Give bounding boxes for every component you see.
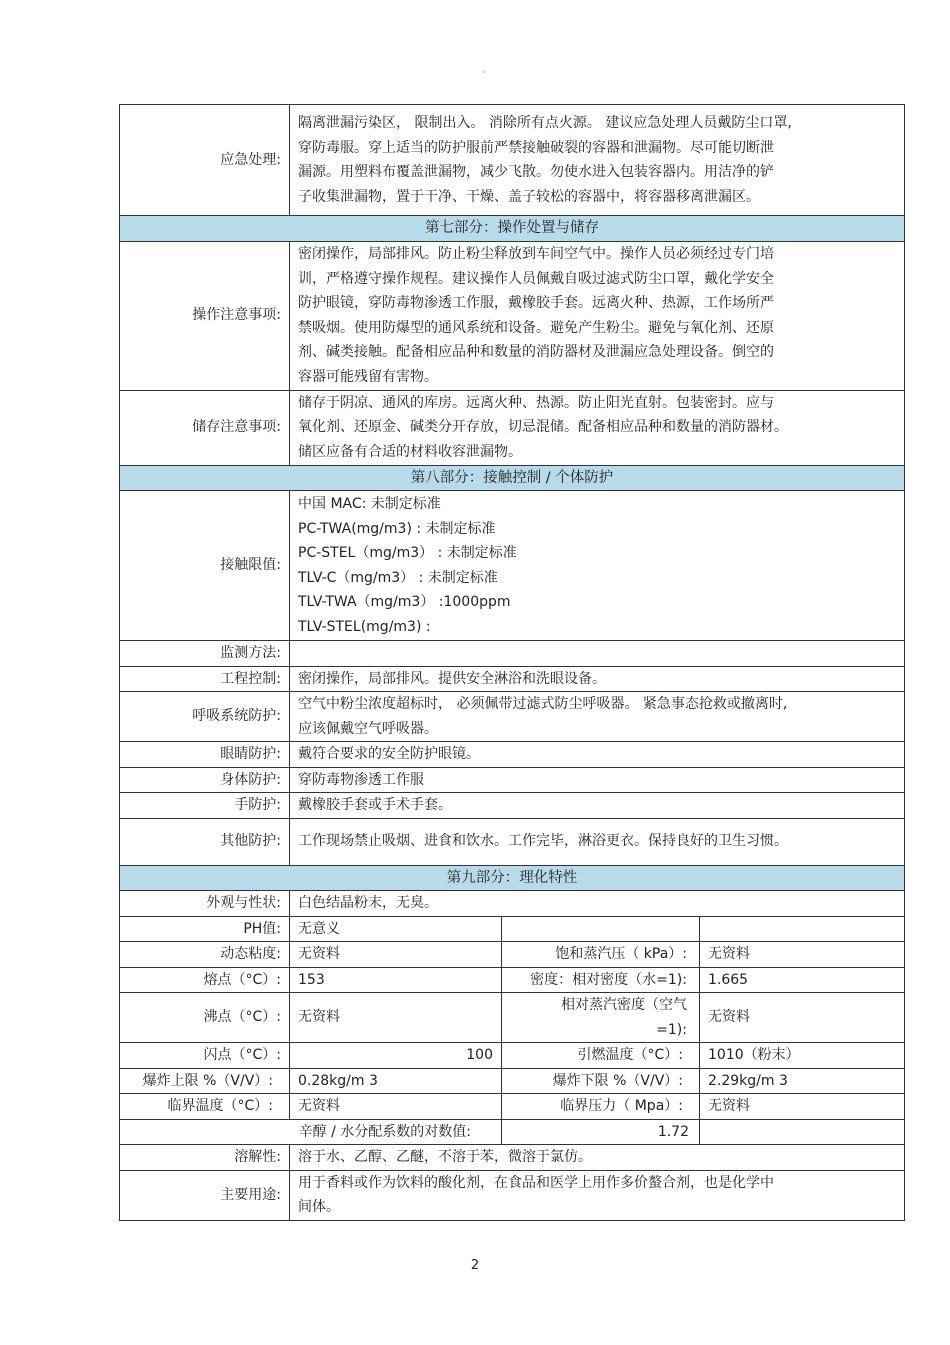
critical-temp-label: 临界温度（°C）: [120, 1094, 290, 1120]
page-header-mark: 。 [483, 65, 493, 75]
monitoring-value [290, 641, 905, 667]
critical-temp-value: 无资料 [290, 1094, 502, 1120]
limits-line: TLV-STEL(mg/m3) : [298, 618, 431, 635]
viscosity-label: 动态粘度: [120, 942, 290, 968]
appearance-value: 白色结晶粉末，无臭。 [290, 891, 905, 917]
solubility-row [120, 1145, 905, 1171]
storage-text [290, 390, 905, 465]
handling-row [120, 241, 905, 390]
empty-cell [700, 1119, 905, 1145]
critical-row [120, 1094, 905, 1120]
emergency-line: 子收集泄漏物，置于干净、干燥、盖子较松的容器中，将容器移离泄漏区。 [298, 188, 760, 205]
hand-label: 手防护: [120, 793, 290, 819]
melting-label: 熔点（°C）: [120, 967, 290, 993]
emergency-line: 漏源。用塑料布覆盖泄漏物，减少飞散。勿使水进入包装容器内。用洁净的铲 [298, 164, 774, 180]
storage-row [120, 390, 905, 465]
limits-line: TLV-TWA（mg/m3） :1000ppm [298, 594, 511, 610]
section9-title: 第九部分：理化特性 [120, 865, 905, 891]
empty-cell [700, 916, 905, 942]
appearance-row [120, 891, 905, 917]
eye-row [120, 742, 905, 768]
section8-title: 第八部分：接触控制 / 个体防护 [120, 465, 905, 491]
emergency-line: 穿防毒服。穿上适当的防护服前严禁接触破裂的容器和泄漏物。尽可能切断泄 [298, 139, 774, 156]
other-row [120, 818, 905, 865]
body-row [120, 767, 905, 793]
hand-value: 戴橡胶手套或手术手套。 [290, 793, 905, 819]
ph-value: 无意义 [290, 916, 502, 942]
partition-value: 1.72 [502, 1119, 700, 1145]
storage-line: 储区应备有合适的材料收容泄漏物。 [298, 443, 522, 460]
ph-row [120, 916, 905, 942]
emergency-row [120, 105, 905, 216]
section7-header-row [120, 216, 905, 242]
engineering-row [120, 666, 905, 692]
emergency-text [290, 105, 905, 216]
storage-line: 储存于阴凉、通风的库房。远离火种、热源。防止阳光直射。包装密封。应与 [298, 394, 774, 411]
handling-line: 训，严格遵守操作规程。建议操作人员佩戴自吸过滤式防尘口罩，戴化学安全 [298, 270, 774, 287]
flash-row [120, 1043, 905, 1069]
limits-label: 接触限值: [120, 491, 290, 641]
handling-line: 禁吸烟。使用防爆型的通风系统和设备。避免产生粉尘。避免与氧化剂、还原 [298, 319, 774, 336]
respiratory-label: 呼吸系统防护: [120, 692, 290, 742]
vapor-density-value: 无资料 [700, 993, 905, 1043]
limits-line: PC-STEL（mg/m3） : 未制定标准 [298, 545, 517, 561]
respiratory-line: 空气中粉尘浓度超标时， 必须佩带过滤式防尘呼吸器。 紧急事态抢救或撤离时, [298, 696, 788, 712]
upper-limit-row [120, 1068, 905, 1094]
vapor-density-label [502, 993, 700, 1043]
vapor-density-label-line: 相对蒸汽密度（空气 [561, 997, 687, 1013]
lower-limit-value: 2.29kg/m 3 [700, 1068, 905, 1094]
hand-row [120, 793, 905, 819]
body-value: 穿防毒物渗透工作服 [290, 767, 905, 793]
handling-line: 密闭操作，局部排风。防止粉尘释放到车间空气中。操作人员必须经过专门培 [298, 246, 774, 262]
uses-row [120, 1170, 905, 1220]
boiling-label: 沸点（°C）: [120, 993, 290, 1043]
appearance-label: 外观与性状: [120, 891, 290, 917]
flash-value: 100 [290, 1043, 502, 1069]
storage-line: 氧化剂、还原金、碱类分开存放，切忌混储。配备相应品种和数量的消防器材。 [298, 419, 788, 436]
uses-line: 间体。 [298, 1199, 340, 1215]
ignition-value: 1010（粉末） [700, 1043, 905, 1069]
partition-row [120, 1119, 905, 1145]
density-value: 1.665 [700, 967, 905, 993]
respiratory-line: 应该佩戴空气呼吸器。 [298, 720, 438, 737]
respiratory-text [290, 692, 905, 742]
viscosity-row [120, 942, 905, 968]
handling-line: 剂、碱类接触。配备相应品种和数量的消防器材及泄漏应急处理设备。倒空的 [298, 344, 774, 360]
body-label: 身体防护: [120, 767, 290, 793]
uses-label: 主要用途: [120, 1170, 290, 1220]
handling-line: 容器可能残留有害物。 [298, 368, 438, 385]
lower-limit-label: 爆炸下限 %（V/V）: [502, 1068, 700, 1094]
page-number: 2 [470, 1258, 480, 1273]
solubility-value: 溶于水、乙醇、乙醚，不溶于苯，微溶于氯仿。 [290, 1145, 905, 1171]
storage-label: 储存注意事项: [120, 390, 290, 465]
limits-line: 中国 MAC: 未制定标准 [298, 496, 441, 512]
uses-line: 用于香料或作为饮料的酸化剂，在食品和医学上用作多价螯合剂，也是化学中 [298, 1174, 774, 1191]
partition-label: 辛醇 / 水分配系数的对数值: [120, 1119, 502, 1145]
handling-label: 操作注意事项: [120, 241, 290, 390]
respiratory-row [120, 692, 905, 742]
critical-pressure-label: 临界压力（ Mpa）: [502, 1094, 700, 1120]
handling-text [290, 241, 905, 390]
limits-text [290, 491, 905, 641]
emergency-line: 隔离泄漏污染区， 限制出入。 消除所有点火源。 建议应急处理人员戴防尘口罩, [298, 115, 792, 131]
density-label: 密度：相对密度（水=1): [502, 967, 700, 993]
uses-text [290, 1170, 905, 1220]
upper-limit-value: 0.28kg/m 3 [290, 1068, 502, 1094]
vapor-density-label-line: =1): [656, 1021, 687, 1038]
other-label: 其他防护: [120, 818, 290, 865]
section9-header-row [120, 865, 905, 891]
vapor-pressure-value: 无资料 [700, 942, 905, 968]
upper-limit-label: 爆炸上限 %（V/V）: [120, 1068, 290, 1094]
section8-header-row [120, 465, 905, 491]
limits-line: TLV-C（mg/m3） : 未制定标准 [298, 569, 498, 586]
limits-line: PC-TWA(mg/m3) : 未制定标准 [298, 520, 496, 537]
ph-label: PH值: [120, 916, 290, 942]
viscosity-value: 无资料 [290, 942, 502, 968]
solubility-label: 溶解性: [120, 1145, 290, 1171]
vapor-pressure-label: 饱和蒸汽压（ kPa）: [502, 942, 700, 968]
flash-label: 闪点（°C）: [120, 1043, 290, 1069]
eye-value: 戴符合要求的安全防护眼镜。 [290, 742, 905, 768]
monitoring-label: 监测方法: [120, 641, 290, 667]
limits-row [120, 491, 905, 641]
melting-row [120, 967, 905, 993]
ignition-label: 引燃温度（°C）: [502, 1043, 700, 1069]
boiling-value: 无资料 [290, 993, 502, 1043]
msds-table [119, 104, 905, 1221]
emergency-label: 应急处理: [120, 105, 290, 216]
melting-value: 153 [290, 967, 502, 993]
boiling-row [120, 993, 905, 1043]
empty-cell [502, 916, 700, 942]
engineering-label: 工程控制: [120, 666, 290, 692]
monitoring-row [120, 641, 905, 667]
eye-label: 眼睛防护: [120, 742, 290, 768]
handling-line: 防护眼镜，穿防毒物渗透工作服，戴橡胶手套。远离火种、热源，工作场所严 [298, 295, 774, 311]
engineering-value: 密闭操作，局部排风。提供安全淋浴和洗眼设备。 [290, 666, 905, 692]
critical-pressure-value: 无资料 [700, 1094, 905, 1120]
section7-title: 第七部分：操作处置与储存 [120, 216, 905, 242]
other-value: 工作现场禁止吸烟、进食和饮水。工作完毕，淋浴更衣。保持良好的卫生习惯。 [290, 818, 905, 865]
